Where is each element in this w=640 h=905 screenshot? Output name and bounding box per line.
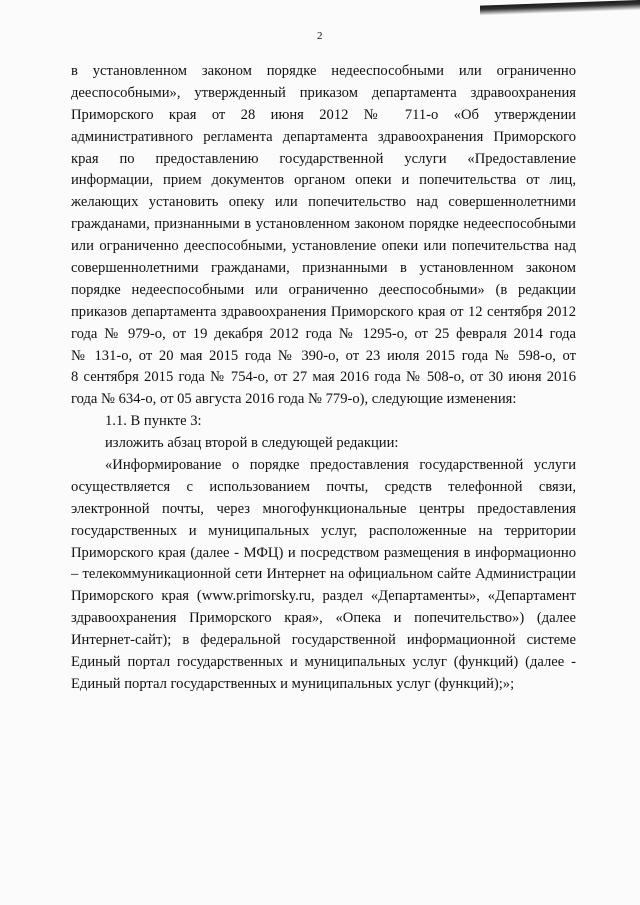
text-line: года № 979-о, от 19 декабря 2012 года № 1295-о, от 25 февраля 2014 года <box>71 325 576 342</box>
text-line: Интернет-сайт); в федеральной государственной информационной системе <box>71 632 576 649</box>
text-line: Единый портал государственных и муниципальных услуг (функций);»; <box>71 675 515 692</box>
text-line: желающих установить опеку или попечительство над совершеннолетними <box>71 194 576 211</box>
text-line: Приморского края (www.primorsky.ru, раздел «Департаменты», «Департамент <box>71 588 576 605</box>
text-line: Приморского края от 28 июня 2012 № 711-о «Об утверждении <box>71 106 576 123</box>
text-line: приказов департамента здравоохранения Приморского края от 12 сентября 2012 <box>71 303 576 320</box>
text-line: – телекоммуникационной сети Интернет на официальном сайте Администрации <box>71 566 576 583</box>
text-line: 1.1. В пункте 3: <box>105 413 202 430</box>
text-line: совершеннолетними гражданами, признанными в установленном законом <box>71 260 576 277</box>
text-line: электронной почты, через многофункциональные центры предоставления <box>71 500 576 517</box>
text-line: Приморского края (далее - МФЦ) и посредством размещения в информационно <box>71 544 576 561</box>
text-line: Единый портал государственных и муниципальных услуг (функций) (далее - <box>71 654 576 671</box>
text-line: 8 сентября 2015 года № 754-о, от 27 мая 2016 года № 508-о, от 30 июня 2016 <box>71 369 576 386</box>
document-body <box>71 61 576 696</box>
text-line: порядке недееспособными или ограниченно дееспособными» (в редакции <box>71 281 576 298</box>
page-number: 2 <box>317 30 323 42</box>
text-line: здравоохранения Приморского края», «Опека и попечительство») (далее <box>71 610 576 627</box>
text-line: административного регламента департамента здравоохранения Приморского <box>71 128 576 145</box>
text-line: изложить абзац второй в следующей редакции: <box>105 435 399 452</box>
text-line: или ограниченно дееспособными, установление опеки или попечительства над <box>71 238 576 255</box>
text-line: края по предоставлению государственной услуги «Предоставление <box>71 150 576 167</box>
text-line: года № 634-о, от 05 августа 2016 года № 779-о), следующие изменения: <box>71 391 517 408</box>
text-line: осуществляется с использованием почты, средств телефонной связи, <box>71 478 576 495</box>
text-line: дееспособными», утвержденный приказом департамента здравоохранения <box>71 84 576 101</box>
text-line: гражданами, признанными в установленном законом порядке недееспособными <box>71 216 576 233</box>
text-line: № 131-о, от 20 мая 2015 года № 390-о, от 23 июля 2015 года № 598-о, от <box>71 347 576 364</box>
scan-edge-artifact <box>480 0 640 16</box>
text-line: в установленном законом порядке недееспособными или ограниченно <box>71 63 576 79</box>
text-line: «Информирование о порядке предоставления государственной услуги <box>105 457 576 474</box>
text-line: информации, прием документов органом опеки и попечительства от лиц, <box>71 172 576 189</box>
text-line: государственных и муниципальных услуг, расположенные на территории <box>71 522 576 539</box>
